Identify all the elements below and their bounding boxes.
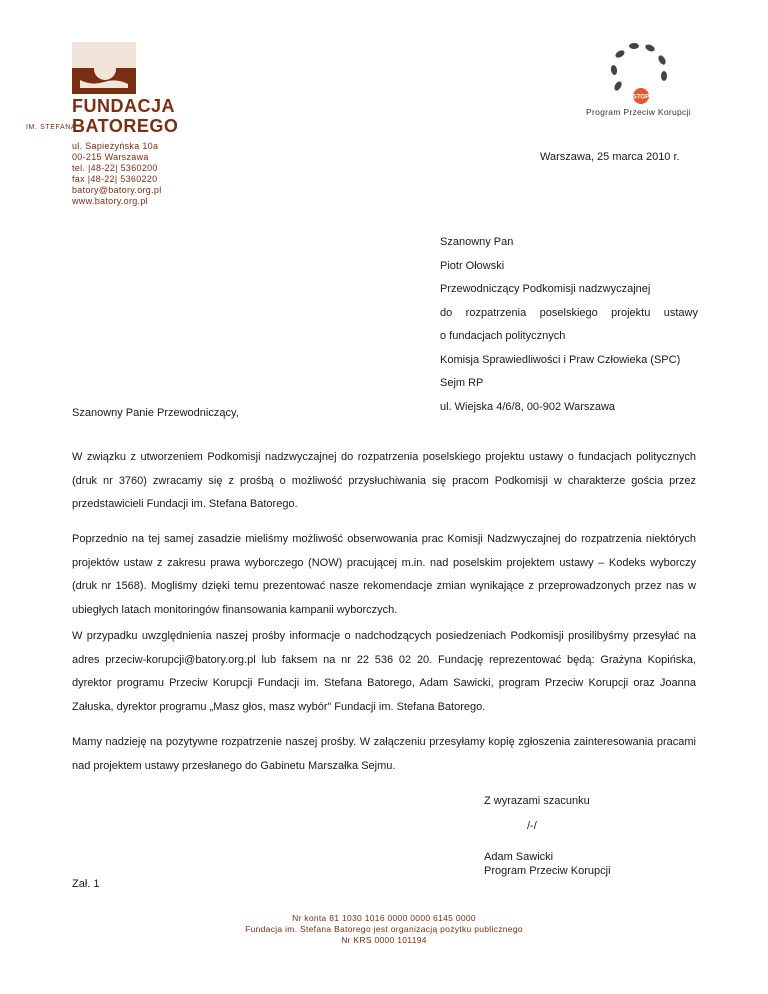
sender-address (72, 141, 162, 207)
address-phone: tel. |48-22| 5360200 (72, 163, 158, 173)
footer-opp-status: Fundacja im. Stefana Batorego jest organizacją pożytku publicznego (245, 924, 523, 934)
recipient-institution: Sejm RP (440, 377, 484, 389)
recipient-title-cont: do rozpatrzenia poselskiego projektu ustawy (440, 306, 698, 319)
signer-name: Adam Sawicki (484, 851, 554, 863)
paragraph-2: Poprzednio na tej samej zasadzie mieliśmy możliwość obserwowania prac Komisji Nadzwyczajnej do rozpatrzenia niektórych projektów ustaw z zakresu prawa wyborczego (NOW) pracującej m.in. nad poselskim projektem ustawy – Kodeks wyborczy (druk nr 1568). Mogliśmy dzięki temu prezentować nasze rekomendacje zmian wynikające z przeprowadzonych przez nas w ubiegłych latach monitoringów finansowania kampanii wyborczych. (72, 533, 696, 616)
recipient-block (440, 231, 698, 419)
recipient-title: Przewodniczący Podkomisji nadzwyczajnej (440, 283, 651, 295)
foundation-name (26, 96, 179, 136)
recipient-address: ul. Wiejska 4/6/8, 00-902 Warszawa (440, 400, 616, 413)
program-name: Program Przeciw Korupcji (586, 107, 691, 117)
stop-badge-text: STOP (632, 94, 650, 101)
paragraph-1: W związku z utworzeniem Podkomisji nadzwyczajnej do rozpatrzenia poselskiego projektu ustawy o fundacjach politycznych (druk nr 3760) zwracamy się z prośbą o możliwość przysłuchiwania się pracom Podkomisji w charakterze gościa przez przedstawicieli Fundacji im. Stefana Batorego. (72, 451, 696, 510)
footer (0, 913, 768, 946)
address-street: ul. Sapieżyńska 10a (72, 141, 159, 151)
recipient-committee: Komisja Sprawiedliwości i Praw Człowieka (SPC) (440, 353, 681, 366)
signature-mark: /-/ (527, 820, 537, 832)
foundation-name-line1: FUNDACJA (72, 96, 175, 116)
foundation-prefix: IM. STEFANA (26, 124, 77, 131)
address-city: 00-215 Warszawa (72, 152, 149, 162)
recipient-salutation: Szanowny Pan (440, 236, 514, 248)
fundacja-batorego-logo-icon (72, 42, 136, 94)
footer-bank-account: Nr konta 81 1030 1016 0000 0000 6145 0000 (292, 913, 476, 923)
foundation-name-line2: BATOREGO (72, 116, 179, 136)
footer-krs-number: Nr KRS 0000 101194 (341, 935, 427, 945)
signer-block (484, 850, 611, 878)
letter-date: Warszawa, 25 marca 2010 r. (540, 151, 680, 163)
recipient-name: Piotr Ołowski (440, 259, 505, 272)
address-email: batory@batory.org.pl (72, 185, 162, 195)
recipient-title-cont2: o fundacjach politycznych (440, 330, 566, 342)
paragraph-4: Mamy nadzieję na pozytywne rozpatrzenie naszej prośby. W załączeniu przesyłamy kopię zgłoszenia zainteresowania pracami nad projektem ustawy przesłanego do Gabinetu Marszałka Sejmu. (72, 736, 696, 772)
closing-greeting: Z wyrazami szacunku (484, 795, 590, 807)
address-website: www.batory.org.pl (72, 196, 148, 206)
letter-salutation: Szanowny Panie Przewodniczący, (72, 407, 239, 419)
signer-program: Program Przeciw Korupcji (484, 865, 611, 877)
paragraph-3: W przypadku uwzględnienia naszej prośby informacje o nadchodzących posiedzeniach Podkomisji prosilibyśmy przesyłać na adres przeciw-korupcji@batory.org.pl lub faksem na nr 22 536 02 20. Fundację reprezentować będą: Grażyna Kopińska, dyrektor programu Przeciw Korupcji Fundacji im. Stefana Batorego, Adam Sawicki, program Przeciw Korupcji oraz Joanna Załuska, dyrektor programu „Masz głos, masz wybór” Fundacji im. Stefana Batorego. (72, 630, 696, 713)
address-fax: fax |48-22| 5360220 (72, 174, 158, 184)
attachment-note: Zał. 1 (72, 878, 100, 890)
program-przeciw-korupcji-logo-icon (606, 40, 676, 106)
